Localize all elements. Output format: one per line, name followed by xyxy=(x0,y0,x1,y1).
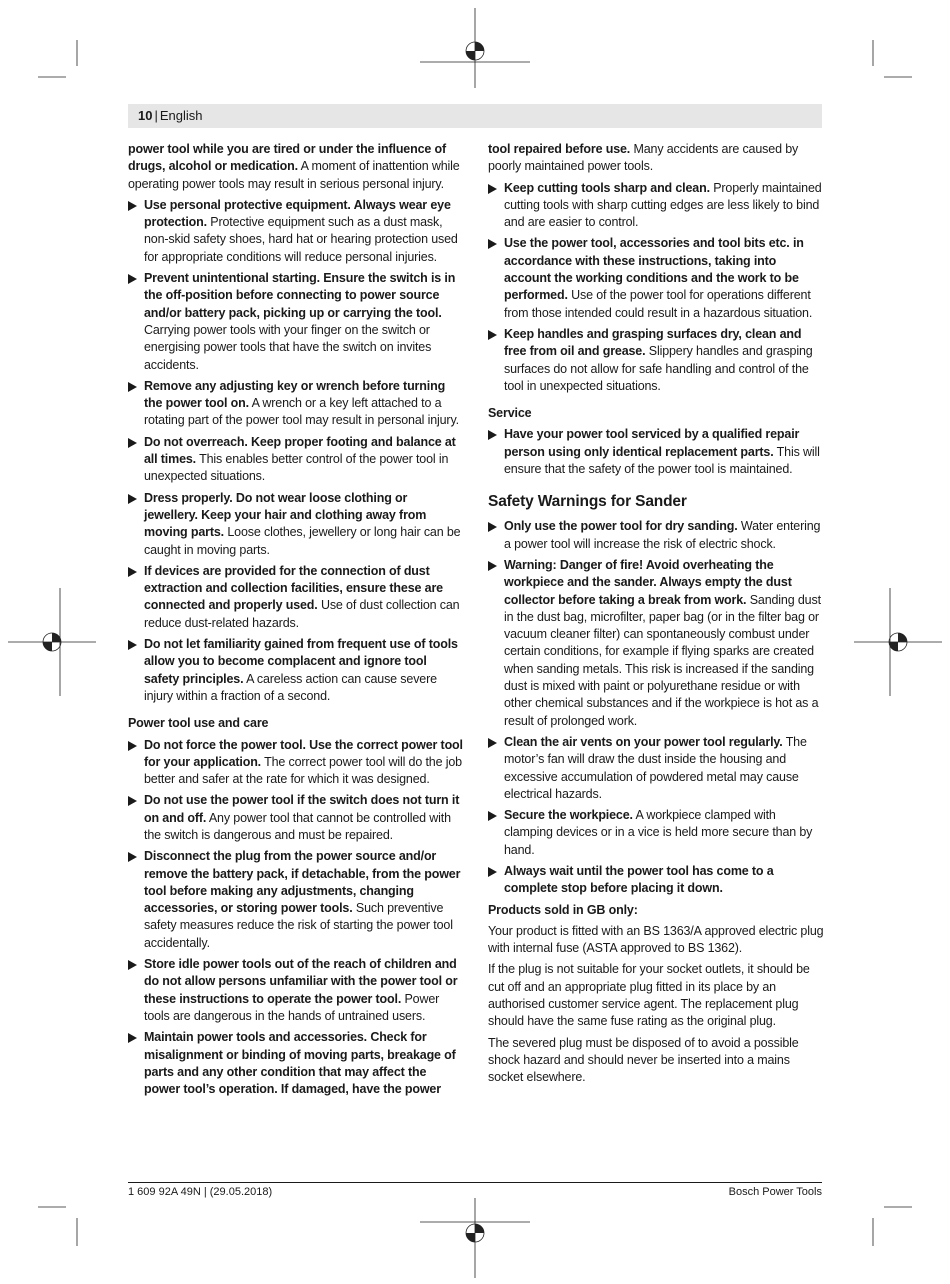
safety-item xyxy=(128,270,464,374)
safety-item xyxy=(128,636,464,705)
subsection-heading: Power tool use and care xyxy=(128,716,269,731)
safety-item xyxy=(488,518,824,553)
body-text: Slippery handles and grasping surfaces do not allow for safe handling and control of the tool in unexpected situations. xyxy=(504,344,813,393)
bold-lead: If devices are provided for the connection of dust extraction and collection facilities, ensure these are connected and properly used. xyxy=(144,563,443,613)
bold-lead: Keep cutting tools sharp and clean. xyxy=(504,180,710,195)
bold-lead: Secure the workpiece. xyxy=(504,808,633,823)
bold-lead: Maintain power tools and accessories. Check for misalignment or binding of moving parts, breakage of parts and any other condition that may affect the power tool’s operation. If damaged, have the power xyxy=(144,1030,456,1097)
body-text: Water entering a power tool will increase the risk of electric shock. xyxy=(504,519,821,551)
bold-lead: Use personal protective equipment. Always wear eye protection. xyxy=(144,197,451,230)
safety-item xyxy=(128,1029,464,1098)
safety-item xyxy=(488,734,824,803)
section-title: Safety Warnings for Sander xyxy=(488,493,687,511)
bullet-arrow-icon xyxy=(128,382,137,392)
safety-item xyxy=(128,737,464,789)
header-language: English xyxy=(159,108,203,123)
body-text: A wrench or a key left attached to a rotating part of the power tool may result in personal injury. xyxy=(144,396,459,428)
continued-paragraph xyxy=(128,141,464,193)
body-text: Many accidents are caused by poorly maintained power tools. xyxy=(488,142,799,174)
gb-paragraph: If the plug is not suitable for your socket outlets, it should be cut off and an appropriate plug fitted in its place by an authorised customer service agent. The replacement plug should have the same fuse rating as the original plug. xyxy=(488,962,810,1029)
gb-paragraph: Your product is fitted with an BS 1363/A approved electric plug with internal fuse (ASTA approved to BS 1362). xyxy=(488,923,824,956)
page-header xyxy=(128,104,822,128)
bold-lead: tool repaired before use. xyxy=(488,142,631,156)
bold-lead: Disconnect the plug from the power source and/or remove the battery pack, if detachable, from the power tool before making any adjustments, changing accessories, or storing power tools. xyxy=(144,849,461,916)
body-text: Properly maintained cutting tools with sharp cutting edges are less likely to bind and are easier to control. xyxy=(504,180,822,230)
bullet-arrow-icon xyxy=(128,1033,137,1043)
bullet-arrow-icon xyxy=(128,201,137,211)
bold-lead: Do not overreach. Keep proper footing and balance at all times. xyxy=(144,434,456,467)
bold-lead: Use the power tool, accessories and tool bits etc. in accordance with these instructions, taking into account the working conditions and the work to be performed. xyxy=(504,236,804,303)
body-text: A careless action can cause severe injury within a fraction of a second. xyxy=(144,671,437,703)
bold-lead: Only use the power tool for dry sanding. xyxy=(504,519,738,534)
bold-lead: Clean the air vents on your power tool regularly. xyxy=(504,734,783,749)
safety-item xyxy=(488,426,824,478)
safety-item xyxy=(128,563,464,632)
bold-lead: Always wait until the power tool has come to a complete stop before placing it down. xyxy=(504,863,774,896)
bullet-arrow-icon xyxy=(488,330,497,340)
bullet-arrow-icon xyxy=(488,184,497,194)
bullet-arrow-icon xyxy=(128,494,137,504)
safety-item xyxy=(488,326,824,395)
body-text: The motor’s fan will draw the dust inside the housing and excessive accumulation of powdered metal may cause electrical hazards. xyxy=(504,734,807,801)
body-text: This will ensure that the safety of the power tool is maintained. xyxy=(504,444,820,477)
bullet-arrow-icon xyxy=(128,852,137,862)
safety-item xyxy=(128,378,464,430)
safety-item xyxy=(128,792,464,844)
right-column xyxy=(488,141,824,1091)
body-text: Use of the power tool for operations different from those intended could result in a hazardous situation. xyxy=(504,288,813,320)
bullet-arrow-icon xyxy=(128,960,137,970)
bullet-arrow-icon xyxy=(128,274,137,284)
bold-lead: Keep handles and grasping surfaces dry, clean and free from oil and grease. xyxy=(504,326,802,359)
subsection-heading: Service xyxy=(488,406,532,421)
body-text: Such preventive safety measures reduce the risk of starting the power tool accidentally. xyxy=(144,901,453,950)
body-text: Any power tool that cannot be controlled with the switch is dangerous and must be repaired. xyxy=(144,810,451,842)
bold-lead: Store idle power tools out of the reach of children and do not allow persons unfamiliar with the power tool or these instructions to operate the power tool. xyxy=(144,957,458,1006)
bullet-arrow-icon xyxy=(488,239,497,249)
footer-rule xyxy=(128,1182,822,1183)
subsection-heading: Products sold in GB only: xyxy=(488,902,638,917)
body-text: A moment of inattention while operating power tools may result in serious personal injury. xyxy=(128,159,460,191)
bullet-arrow-icon xyxy=(488,561,497,571)
body-text: Loose clothes, jewellery or long hair can be caught in moving parts. xyxy=(144,525,461,557)
bold-lead: power tool while you are tired or under the influence of drugs, alcohol or medication. xyxy=(128,142,447,174)
continued-paragraph xyxy=(488,141,824,176)
bold-lead: Do not let familiarity gained from frequent use of tools allow you to become complacent and ignore tool safety principles. xyxy=(144,637,458,686)
bullet-arrow-icon xyxy=(128,438,137,448)
bullet-arrow-icon xyxy=(488,430,497,440)
bold-lead: Warning: Danger of fire! Avoid overheating the workpiece and the sander. Always empty the dust collector before taking a break from work. xyxy=(504,557,792,607)
bullet-arrow-icon xyxy=(488,811,497,821)
safety-item xyxy=(128,434,464,486)
bullet-arrow-icon xyxy=(488,738,497,748)
bullet-arrow-icon xyxy=(488,867,497,877)
body-text: Power tools are dangerous in the hands of untrained users. xyxy=(144,991,440,1023)
safety-item xyxy=(488,807,824,859)
body-text: This enables better control of the power tool in unexpected situations. xyxy=(144,452,449,484)
header-separator: | xyxy=(154,108,158,123)
safety-item xyxy=(488,180,824,232)
body-text: A workpiece clamped with clamping devices or in a vice is held more secure than by hand. xyxy=(504,808,813,857)
bullet-arrow-icon xyxy=(128,567,137,577)
left-column xyxy=(128,141,464,1102)
safety-item xyxy=(128,956,464,1025)
footer-brand: Bosch Power Tools xyxy=(728,1186,822,1198)
page-number: 10 xyxy=(138,108,153,123)
footer-document-number: 1 609 92A 49N | (29.05.2018) xyxy=(128,1186,273,1198)
body-text: Use of dust collection can reduce dust-related hazards. xyxy=(144,598,460,630)
body-text: The correct power tool will do the job better and safer at the rate for which it was designed. xyxy=(144,754,462,787)
bold-lead: Dress properly. Do not wear loose clothing or jewellery. Keep your hair and clothing away from moving parts. xyxy=(144,490,427,540)
gb-paragraph: The severed plug must be disposed of to avoid a possible shock hazard and should never be inserted into a mains socket elsewhere. xyxy=(488,1035,799,1085)
bold-lead: Do not force the power tool. Use the correct power tool for your application. xyxy=(144,737,463,769)
bullet-arrow-icon xyxy=(128,796,137,806)
bullet-arrow-icon xyxy=(488,522,497,532)
bold-lead: Have your power tool serviced by a qualified repair person using only identical replacement parts. xyxy=(504,427,800,459)
body-text: Carrying power tools with your finger on the switch or energising power tools that have the switch on invites accidents. xyxy=(144,322,432,372)
bold-lead: Prevent unintentional starting. Ensure the switch is in the off-position before connecting to power source and/or battery pack, picking up or carrying the tool. xyxy=(144,271,456,320)
safety-item xyxy=(488,863,824,898)
safety-item xyxy=(488,235,824,321)
safety-item xyxy=(128,848,464,952)
safety-item xyxy=(128,197,464,266)
body-text: Sanding dust in the dust bag, microfilter, paper bag (or in the filter bag or vacuum cleaner filter) can spontaneously combust under certain conditions, for example if flying sparks are created when sanding metals. This risk is increased if the sanding dust is mixed with paint or polyurethane residue or with other chemical substances and if the workpiece is hot as a result of prolonged work. xyxy=(504,592,821,728)
safety-item xyxy=(128,490,464,559)
bold-lead: Remove any adjusting key or wrench before turning the power tool on. xyxy=(144,378,446,411)
bold-lead: Do not use the power tool if the switch does not turn it on and off. xyxy=(144,793,460,825)
bullet-arrow-icon xyxy=(128,640,137,650)
bullet-arrow-icon xyxy=(128,741,137,751)
body-text: Protective equipment such as a dust mask, non-skid safety shoes, hard hat or hearing protection used for appropriate conditions will reduce personal injuries. xyxy=(144,215,458,264)
safety-item xyxy=(488,557,824,730)
